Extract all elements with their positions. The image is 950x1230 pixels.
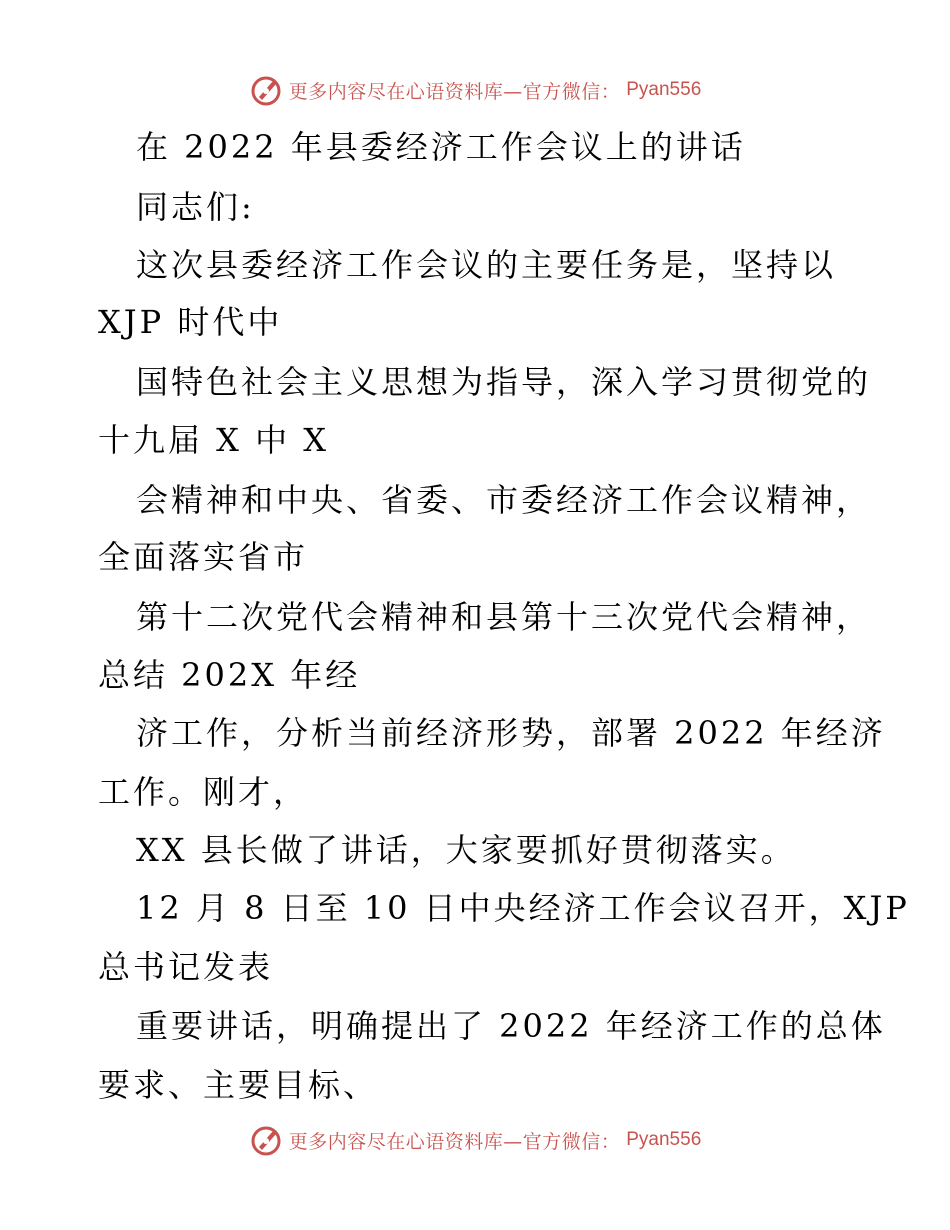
- body-line: 要求、主要目标、: [98, 1066, 379, 1104]
- header-watermark: [0, 70, 950, 110]
- body-line: 全面落实省市: [98, 538, 309, 576]
- body-line: 国特色社会主义思想为指导，深入学习贯彻党的: [136, 363, 872, 401]
- footer-watermark: [0, 1120, 950, 1160]
- watermark-wechat-id: Pyan556: [626, 1129, 702, 1150]
- salutation: 同志们:: [136, 188, 255, 226]
- document-title: 在 2022 年县委经济工作会议上的讲话: [136, 128, 746, 166]
- body-line: 第十二次党代会精神和县第十三次党代会精神，: [136, 598, 872, 636]
- watermark-text: 更多内容尽在心语资料库—官方微信：: [288, 1130, 621, 1153]
- body-line: XJP 时代中: [98, 303, 283, 341]
- body-line: 工作。刚才，: [98, 773, 309, 811]
- body-line: 重要讲话，明确提出了 2022 年经济工作的总体: [136, 1007, 886, 1045]
- pen-circle-icon: [249, 73, 283, 107]
- body-line: 会精神和中央、省委、市委经济工作会议精神，: [136, 481, 872, 519]
- body-line: XX 县长做了讲话，大家要抓好贯彻落实。: [136, 831, 796, 869]
- body-line: 总书记发表: [98, 948, 274, 986]
- body-line: 十九届 X 中 X: [98, 421, 330, 459]
- body-line: 这次县委经济工作会议的主要任务是，坚持以: [136, 246, 837, 284]
- pen-circle-icon: [249, 1123, 283, 1157]
- body-line: 总结 202X 年经: [98, 656, 361, 694]
- body-line: 12 月 8 日至 10 日中央经济工作会议召开，XJP: [136, 889, 910, 927]
- body-line: 济工作，分析当前经济形势，部署 2022 年经济: [136, 714, 886, 752]
- watermark-text: 更多内容尽在心语资料库—官方微信：: [288, 80, 621, 103]
- watermark-wechat-id: Pyan556: [626, 79, 702, 100]
